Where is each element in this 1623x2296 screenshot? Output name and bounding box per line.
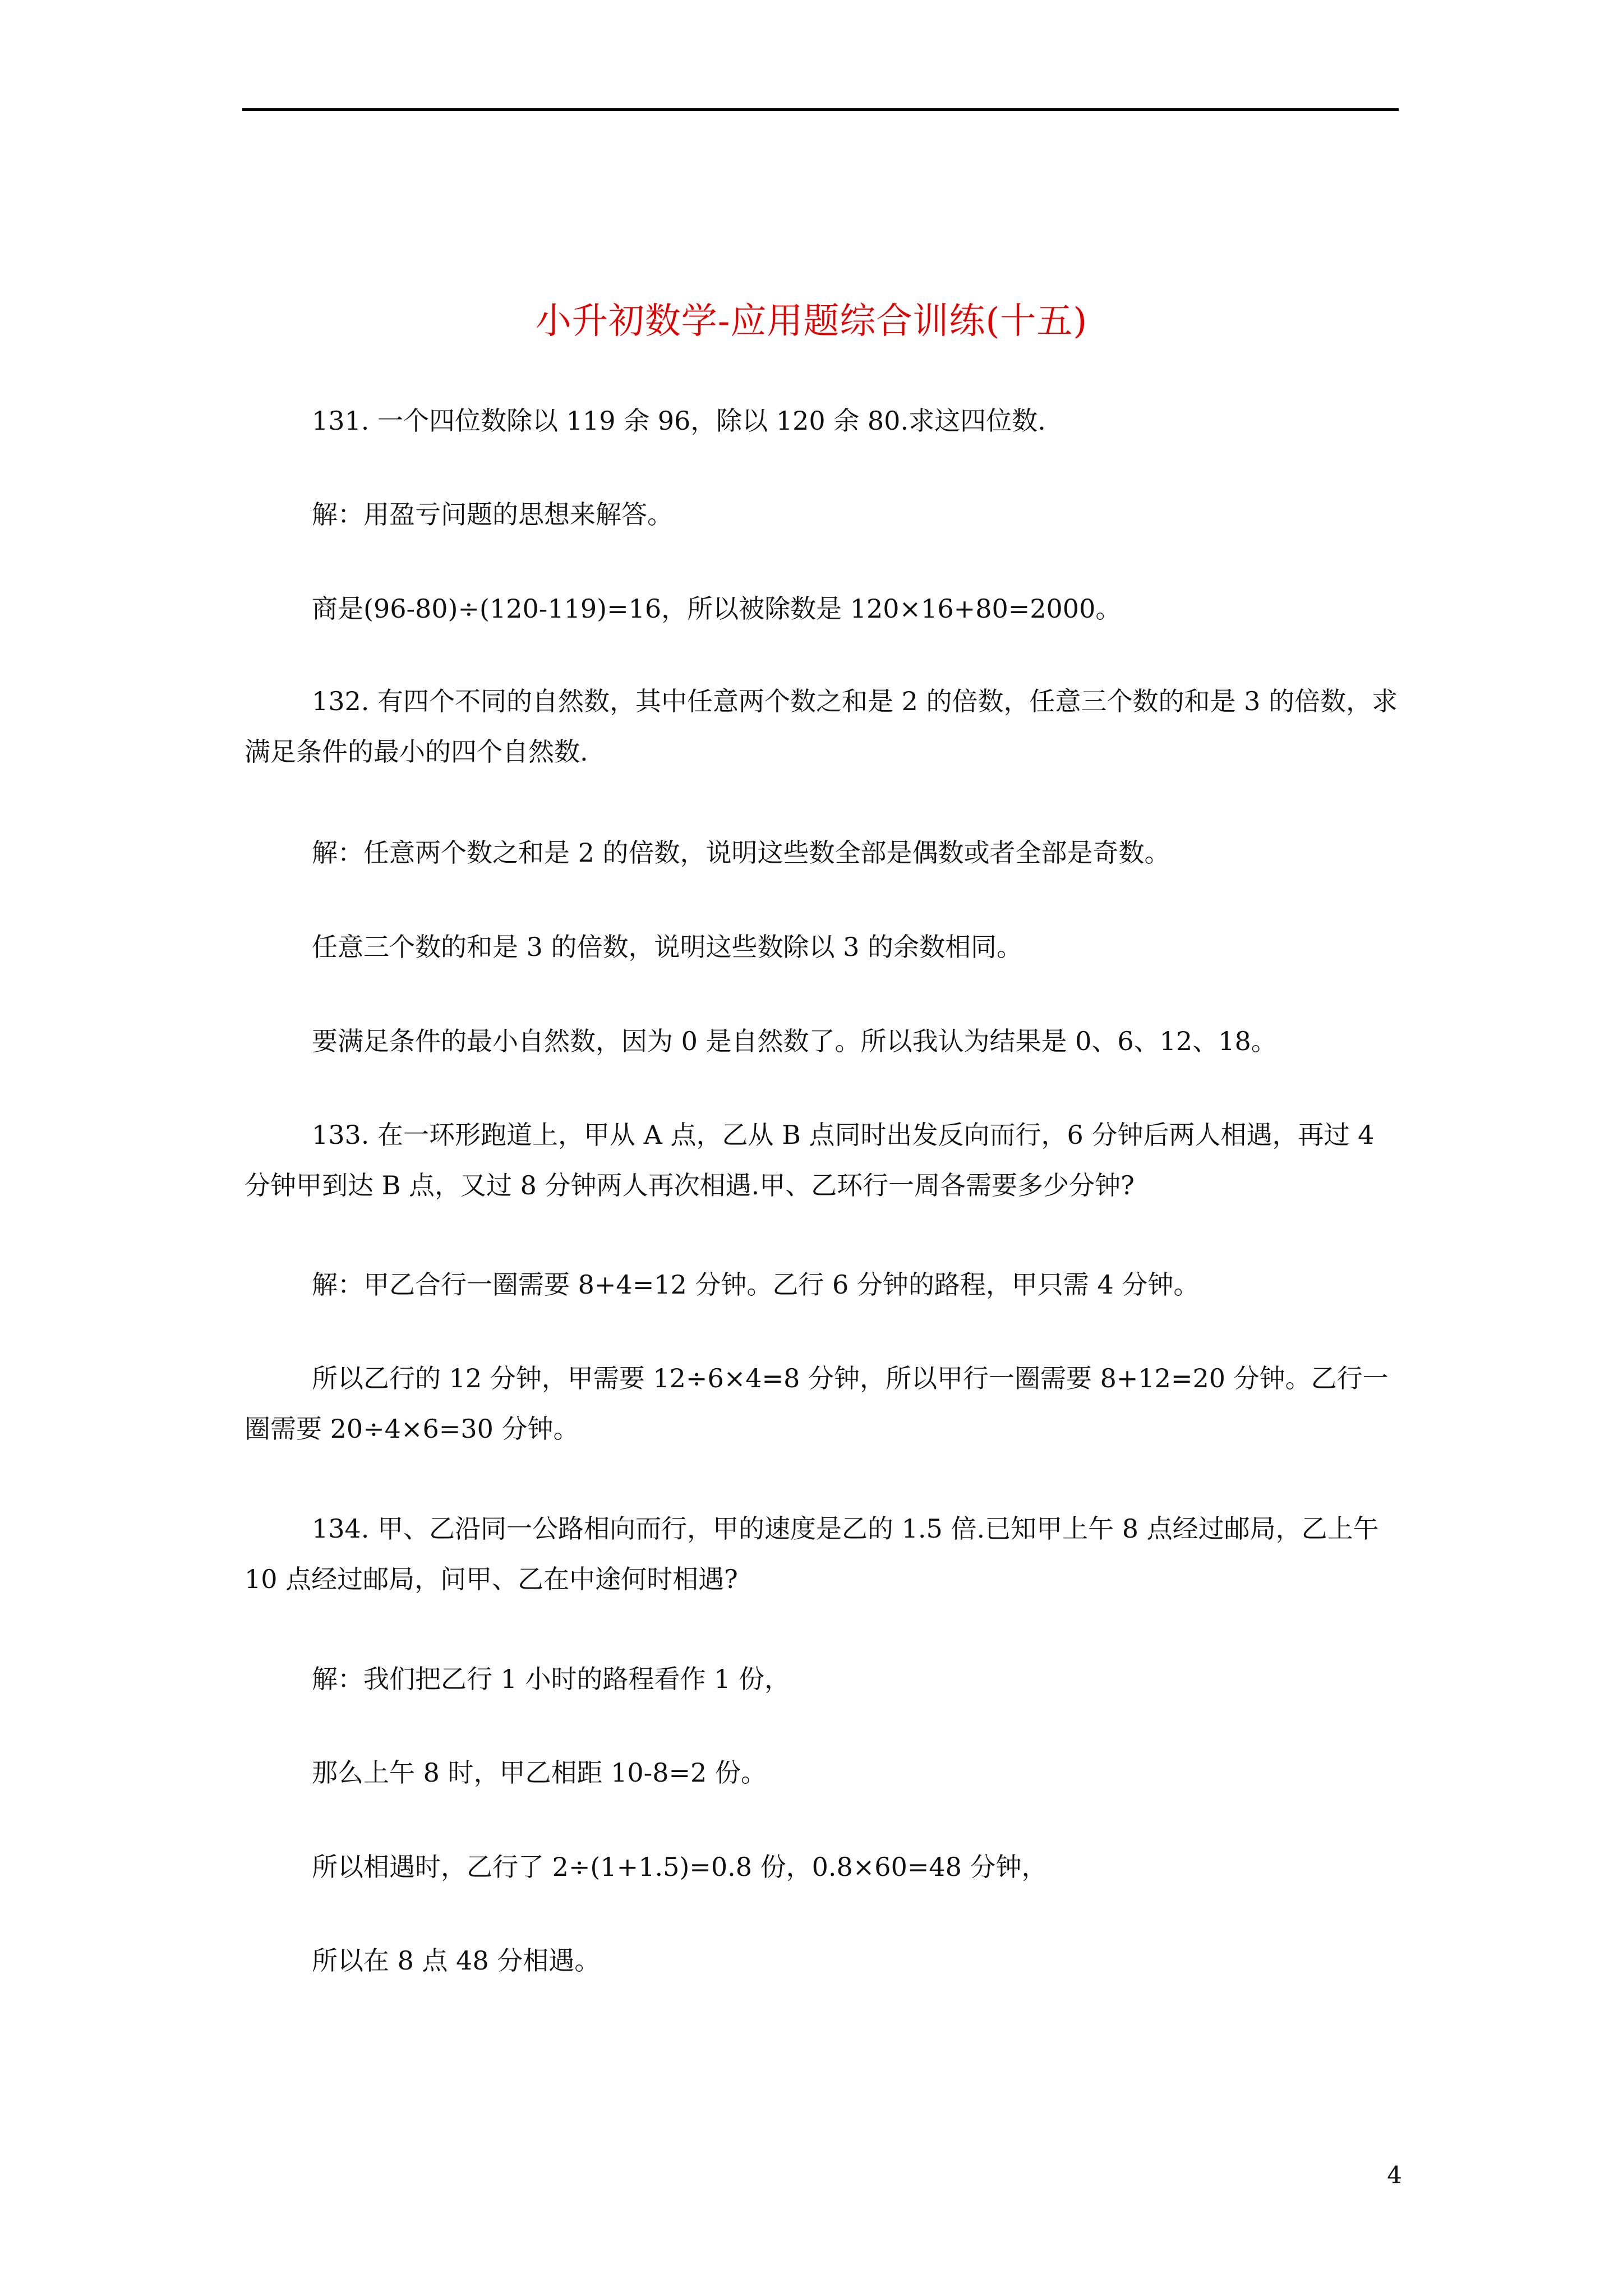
problem-133-solution-line1: 解：甲乙合行一圈需要 8+4=12 分钟。乙行 6 分钟的路程，甲只需 4 分钟。: [312, 1269, 1200, 1300]
header-rule: [242, 108, 1399, 111]
problem-134-solution-line2: 那么上午 8 时，甲乙相距 10-8=2 份。: [312, 1757, 767, 1788]
problem-132-solution-line1: 解：任意两个数之和是 2 的倍数，说明这些数全部是偶数或者全部是奇数。: [312, 838, 1170, 868]
problem-134-solution-line3: 所以相遇时，乙行了 2÷(1+1.5)=0.8 份，0.8×60=48 分钟，: [312, 1852, 1048, 1882]
problem-131-solution-calc: 商是(96-80)÷(120-119)=16，所以被除数是 120×16+80=2000。: [312, 593, 1122, 624]
problem-132-solution-line3: 要满足条件的最小自然数，因为 0 是自然数了。所以我认为结果是 0、6、12、18。: [312, 1026, 1277, 1056]
problem-132-solution-line2: 任意三个数的和是 3 的倍数，说明这些数除以 3 的余数相同。: [312, 932, 1023, 962]
problem-132-question: 132. 有四个不同的自然数，其中任意两个数之和是 2 的倍数，任意三个数的和是 3 的倍数，求满足条件的最小的四个自然数.: [245, 686, 1398, 767]
problem-131-solution-intro: 解：用盈亏问题的思想来解答。: [312, 499, 673, 530]
problem-134-question: 134. 甲、乙沿同一公路相向而行，甲的速度是乙的 1.5 倍.已知甲上午 8 点经过邮局，乙上午 10 点经过邮局，问甲、乙在中途何时相遇?: [245, 1513, 1379, 1594]
problem-133-question: 133. 在一环形跑道上，甲从 A 点，乙从 B 点同时出发反向而行，6 分钟后两人相遇，再过 4 分钟甲到达 B 点，又过 8 分钟两人再次相遇.甲、乙环行一周各需要多少分钟?: [245, 1120, 1375, 1200]
problem-134-solution-line4: 所以在 8 点 48 分相遇。: [312, 1945, 601, 1976]
page-number: 4: [1387, 2161, 1402, 2189]
problem-131-question: 131. 一个四位数除以 119 余 96，除以 120 余 80.求这四位数.: [312, 406, 1046, 436]
problem-134-solution-line1: 解：我们把乙行 1 小时的路程看作 1 份，: [312, 1664, 791, 1694]
problem-133-solution-line2: 所以乙行的 12 分钟，甲需要 12÷6×4=8 分钟，所以甲行一圈需要 8+12=20 分钟。乙行一圈需要 20÷4×6=30 分钟。: [245, 1363, 1389, 1444]
document-title: 小升初数学-应用题综合训练(十五): [535, 300, 1088, 342]
